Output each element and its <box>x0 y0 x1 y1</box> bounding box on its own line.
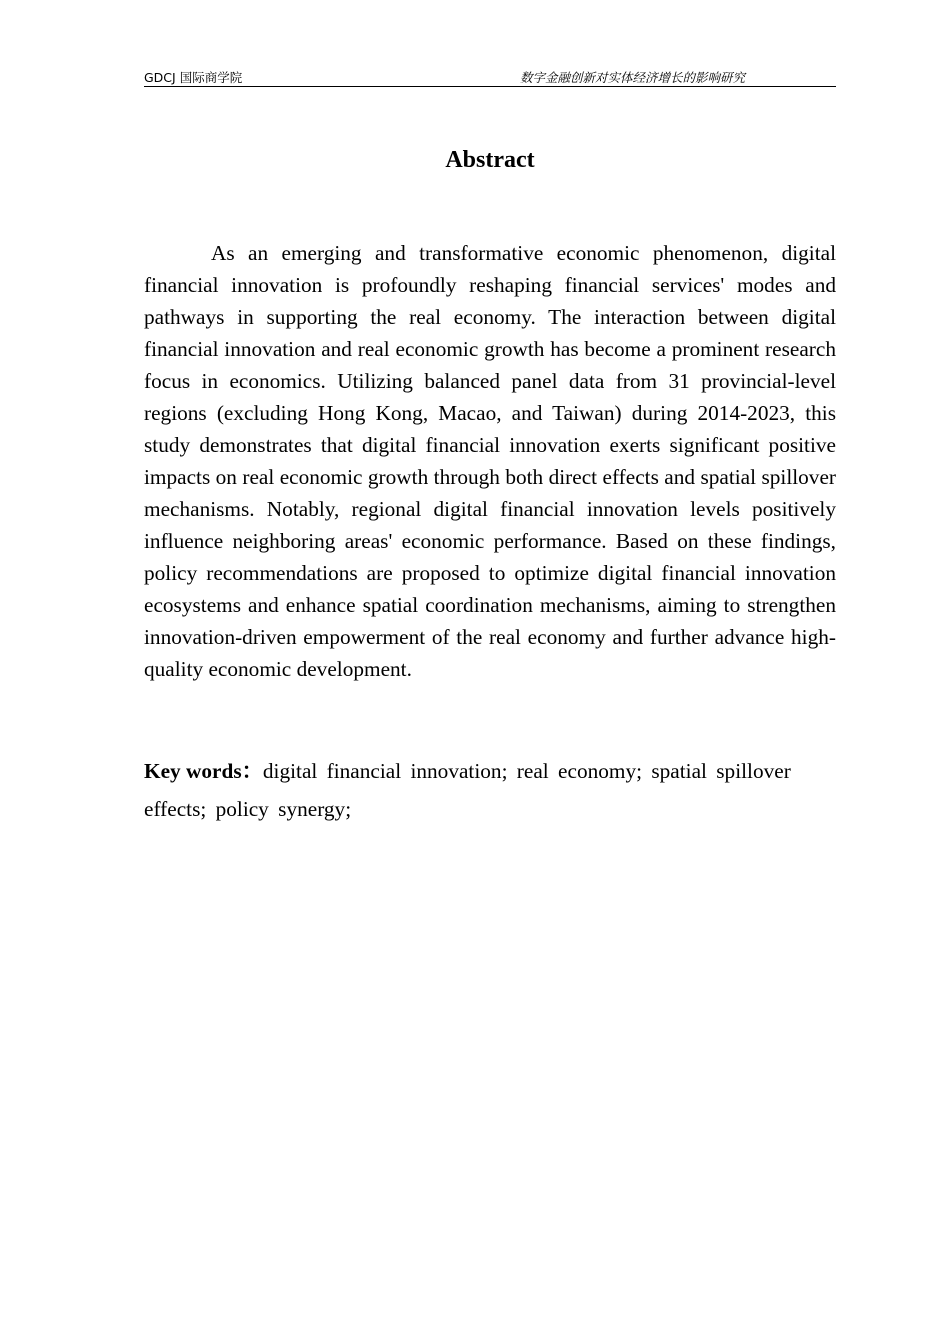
header-institution: GDCJ 国际商学院 <box>144 70 243 85</box>
abstract-title: Abstract <box>445 147 535 173</box>
abstract-body: As an emerging and transformative economic phenomenon, digital financial innovation is profoundly reshaping financial services' modes and pathways in supporting the real economy. The interaction between digital financial innovation and real economic growth has become a prominent research focus in economics. Utilizing balanced panel data from 31 provincial-level regions (excluding Hong Kong, Macao, and Taiwan) during 2014-2023, this study demonstrates that digital financial innovation exerts significant positive impacts on real economic growth through both direct effects and spatial spillover mechanisms. Notably, regional digital financial innovation levels positively influence neighboring areas' economic performance. Based on these findings, policy recommendations are proposed to optimize digital financial innovation ecosystems and enhance spatial coordination mechanisms, aiming to strengthen innovation-driven empowerment of the real economy and further advance high-quality economic development. <box>144 241 836 681</box>
keywords-text: digital financial innovation; real economy; spatial spillover effects; policy synergy; <box>144 759 791 821</box>
keywords-label: Key words： <box>144 759 263 783</box>
keywords-paragraph <box>144 752 836 828</box>
page-header <box>144 67 836 87</box>
header-thesis-title: 数字金融创新对实体经济增长的影响研究 <box>520 70 746 85</box>
